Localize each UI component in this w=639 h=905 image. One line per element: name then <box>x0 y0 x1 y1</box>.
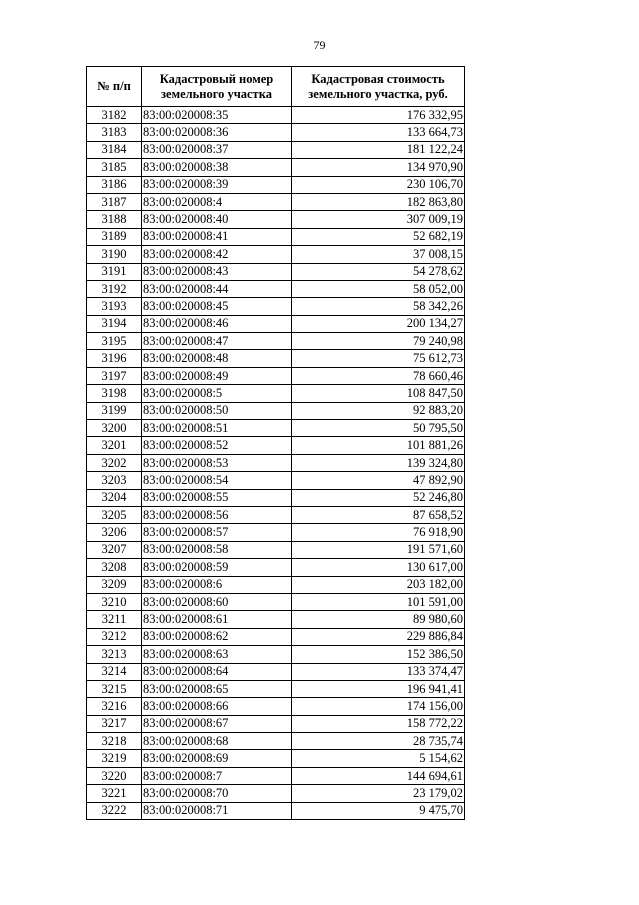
cell-cadastral-cost: 89 980,60 <box>292 611 465 628</box>
cell-cadastral-number: 83:00:020008:41 <box>142 228 292 245</box>
table-row <box>87 350 465 367</box>
cell-row-number: 3184 <box>87 141 142 158</box>
page-number: 79 <box>313 38 326 52</box>
table-row <box>87 228 465 245</box>
cell-cadastral-number: 83:00:020008:48 <box>142 350 292 367</box>
cell-cadastral-number: 83:00:020008:42 <box>142 246 292 263</box>
cell-cadastral-cost: 139 324,80 <box>292 454 465 471</box>
cell-row-number: 3201 <box>87 437 142 454</box>
cell-cadastral-cost: 28 735,74 <box>292 733 465 750</box>
table-row <box>87 593 465 610</box>
cell-cadastral-cost: 307 009,19 <box>292 211 465 228</box>
cell-cadastral-number: 83:00:020008:6 <box>142 576 292 593</box>
cell-cadastral-cost: 130 617,00 <box>292 559 465 576</box>
table-body <box>87 107 465 820</box>
cell-cadastral-cost: 191 571,60 <box>292 541 465 558</box>
cell-row-number: 3215 <box>87 680 142 697</box>
table-row <box>87 333 465 350</box>
table-row <box>87 680 465 697</box>
cell-row-number: 3198 <box>87 385 142 402</box>
table-row <box>87 628 465 645</box>
cell-cadastral-cost: 23 179,02 <box>292 785 465 802</box>
cell-row-number: 3213 <box>87 646 142 663</box>
table-row <box>87 211 465 228</box>
cell-row-number: 3217 <box>87 715 142 732</box>
cell-cadastral-cost: 101 881,26 <box>292 437 465 454</box>
table-row <box>87 402 465 419</box>
cell-cadastral-cost: 75 612,73 <box>292 350 465 367</box>
cell-cadastral-cost: 79 240,98 <box>292 333 465 350</box>
table-row <box>87 437 465 454</box>
cell-cadastral-number: 83:00:020008:47 <box>142 333 292 350</box>
cell-row-number: 3218 <box>87 733 142 750</box>
cell-cadastral-number: 83:00:020008:40 <box>142 211 292 228</box>
cell-cadastral-number: 83:00:020008:65 <box>142 680 292 697</box>
cell-row-number: 3220 <box>87 767 142 784</box>
cell-row-number: 3222 <box>87 802 142 819</box>
cell-cadastral-cost: 152 386,50 <box>292 646 465 663</box>
cell-cadastral-number: 83:00:020008:61 <box>142 611 292 628</box>
cell-row-number: 3208 <box>87 559 142 576</box>
cell-cadastral-cost: 54 278,62 <box>292 263 465 280</box>
cell-row-number: 3197 <box>87 367 142 384</box>
table-row <box>87 611 465 628</box>
cell-row-number: 3193 <box>87 298 142 315</box>
cell-row-number: 3202 <box>87 454 142 471</box>
cell-cadastral-cost: 101 591,00 <box>292 593 465 610</box>
cell-cadastral-number: 83:00:020008:62 <box>142 628 292 645</box>
table-row <box>87 246 465 263</box>
cell-cadastral-cost: 52 246,80 <box>292 489 465 506</box>
cell-row-number: 3203 <box>87 472 142 489</box>
cell-cadastral-cost: 58 342,26 <box>292 298 465 315</box>
cell-cadastral-cost: 182 863,80 <box>292 193 465 210</box>
cell-row-number: 3191 <box>87 263 142 280</box>
table-row <box>87 559 465 576</box>
table-row <box>87 280 465 297</box>
cell-cadastral-number: 83:00:020008:55 <box>142 489 292 506</box>
cell-cadastral-cost: 176 332,95 <box>292 107 465 124</box>
cell-cadastral-number: 83:00:020008:39 <box>142 176 292 193</box>
cell-cadastral-number: 83:00:020008:66 <box>142 698 292 715</box>
cell-cadastral-cost: 78 660,46 <box>292 367 465 384</box>
cell-cadastral-number: 83:00:020008:59 <box>142 559 292 576</box>
cell-cadastral-cost: 37 008,15 <box>292 246 465 263</box>
cell-cadastral-number: 83:00:020008:46 <box>142 315 292 332</box>
cell-cadastral-cost: 87 658,52 <box>292 506 465 523</box>
cell-cadastral-cost: 9 475,70 <box>292 802 465 819</box>
table-row <box>87 385 465 402</box>
cell-cadastral-number: 83:00:020008:52 <box>142 437 292 454</box>
cell-cadastral-number: 83:00:020008:71 <box>142 802 292 819</box>
table-row <box>87 472 465 489</box>
cell-cadastral-cost: 134 970,90 <box>292 159 465 176</box>
cell-row-number: 3212 <box>87 628 142 645</box>
table-row <box>87 698 465 715</box>
cell-cadastral-cost: 58 052,00 <box>292 280 465 297</box>
table-row <box>87 663 465 680</box>
cell-row-number: 3190 <box>87 246 142 263</box>
table-row <box>87 785 465 802</box>
cell-row-number: 3214 <box>87 663 142 680</box>
header-row-number: № п/п <box>87 67 142 107</box>
cell-cadastral-number: 83:00:020008:67 <box>142 715 292 732</box>
cell-cadastral-cost: 52 682,19 <box>292 228 465 245</box>
cell-cadastral-cost: 200 134,27 <box>292 315 465 332</box>
cell-row-number: 3187 <box>87 193 142 210</box>
header-cadastral-number: Кадастровый номер земельного участка <box>142 67 292 107</box>
table-row <box>87 524 465 541</box>
cell-row-number: 3200 <box>87 420 142 437</box>
table-row <box>87 124 465 141</box>
cell-row-number: 3204 <box>87 489 142 506</box>
cell-cadastral-cost: 47 892,90 <box>292 472 465 489</box>
table-row <box>87 576 465 593</box>
table-row <box>87 802 465 819</box>
cell-row-number: 3185 <box>87 159 142 176</box>
cell-cadastral-cost: 158 772,22 <box>292 715 465 732</box>
table-row <box>87 315 465 332</box>
cell-cadastral-number: 83:00:020008:56 <box>142 506 292 523</box>
cell-row-number: 3211 <box>87 611 142 628</box>
table-row <box>87 454 465 471</box>
cell-cadastral-number: 83:00:020008:49 <box>142 367 292 384</box>
cell-cadastral-number: 83:00:020008:60 <box>142 593 292 610</box>
cell-row-number: 3192 <box>87 280 142 297</box>
table-row <box>87 298 465 315</box>
cell-cadastral-number: 83:00:020008:45 <box>142 298 292 315</box>
cell-row-number: 3205 <box>87 506 142 523</box>
cell-cadastral-cost: 144 694,61 <box>292 767 465 784</box>
table-row <box>87 159 465 176</box>
cell-row-number: 3209 <box>87 576 142 593</box>
cell-cadastral-cost: 181 122,24 <box>292 141 465 158</box>
cell-cadastral-number: 83:00:020008:37 <box>142 141 292 158</box>
cell-cadastral-cost: 196 941,41 <box>292 680 465 697</box>
header-cadastral-cost: Кадастровая стоимость земельного участка, руб. <box>292 67 465 107</box>
cell-cadastral-number: 83:00:020008:69 <box>142 750 292 767</box>
cell-cadastral-number: 83:00:020008:54 <box>142 472 292 489</box>
cell-cadastral-number: 83:00:020008:50 <box>142 402 292 419</box>
cell-row-number: 3199 <box>87 402 142 419</box>
cell-row-number: 3207 <box>87 541 142 558</box>
cell-row-number: 3195 <box>87 333 142 350</box>
table-row <box>87 176 465 193</box>
cell-cadastral-cost: 174 156,00 <box>292 698 465 715</box>
cell-cadastral-number: 83:00:020008:57 <box>142 524 292 541</box>
table-row <box>87 489 465 506</box>
cell-row-number: 3189 <box>87 228 142 245</box>
cell-row-number: 3216 <box>87 698 142 715</box>
table-row <box>87 767 465 784</box>
cell-row-number: 3188 <box>87 211 142 228</box>
cell-cadastral-number: 83:00:020008:63 <box>142 646 292 663</box>
cell-cadastral-number: 83:00:020008:51 <box>142 420 292 437</box>
cell-cadastral-number: 83:00:020008:35 <box>142 107 292 124</box>
cell-cadastral-number: 83:00:020008:53 <box>142 454 292 471</box>
cell-row-number: 3182 <box>87 107 142 124</box>
table-row <box>87 420 465 437</box>
cell-cadastral-cost: 76 918,90 <box>292 524 465 541</box>
cell-cadastral-number: 83:00:020008:58 <box>142 541 292 558</box>
cell-cadastral-number: 83:00:020008:36 <box>142 124 292 141</box>
table-row <box>87 263 465 280</box>
cell-row-number: 3219 <box>87 750 142 767</box>
cell-cadastral-number: 83:00:020008:44 <box>142 280 292 297</box>
table-row <box>87 367 465 384</box>
cell-cadastral-number: 83:00:020008:68 <box>142 733 292 750</box>
cell-cadastral-number: 83:00:020008:70 <box>142 785 292 802</box>
table-row <box>87 733 465 750</box>
cell-row-number: 3206 <box>87 524 142 541</box>
cell-cadastral-cost: 50 795,50 <box>292 420 465 437</box>
cell-row-number: 3186 <box>87 176 142 193</box>
cell-row-number: 3210 <box>87 593 142 610</box>
cell-cadastral-number: 83:00:020008:7 <box>142 767 292 784</box>
cell-cadastral-cost: 108 847,50 <box>292 385 465 402</box>
table-row <box>87 715 465 732</box>
cell-cadastral-cost: 133 664,73 <box>292 124 465 141</box>
table-row <box>87 107 465 124</box>
cell-cadastral-cost: 133 374,47 <box>292 663 465 680</box>
cell-cadastral-number: 83:00:020008:38 <box>142 159 292 176</box>
cell-cadastral-number: 83:00:020008:5 <box>142 385 292 402</box>
cadastral-table <box>86 66 465 820</box>
cell-row-number: 3183 <box>87 124 142 141</box>
table-row <box>87 141 465 158</box>
table-row <box>87 646 465 663</box>
cell-cadastral-number: 83:00:020008:43 <box>142 263 292 280</box>
cell-cadastral-cost: 203 182,00 <box>292 576 465 593</box>
cell-row-number: 3196 <box>87 350 142 367</box>
cell-cadastral-cost: 5 154,62 <box>292 750 465 767</box>
table-row <box>87 193 465 210</box>
table-row <box>87 750 465 767</box>
cell-cadastral-cost: 230 106,70 <box>292 176 465 193</box>
table-header-row <box>87 67 465 107</box>
cell-cadastral-number: 83:00:020008:4 <box>142 193 292 210</box>
table-row <box>87 541 465 558</box>
cell-cadastral-cost: 92 883,20 <box>292 402 465 419</box>
cell-row-number: 3194 <box>87 315 142 332</box>
table-row <box>87 506 465 523</box>
cell-row-number: 3221 <box>87 785 142 802</box>
cell-cadastral-cost: 229 886,84 <box>292 628 465 645</box>
cell-cadastral-number: 83:00:020008:64 <box>142 663 292 680</box>
